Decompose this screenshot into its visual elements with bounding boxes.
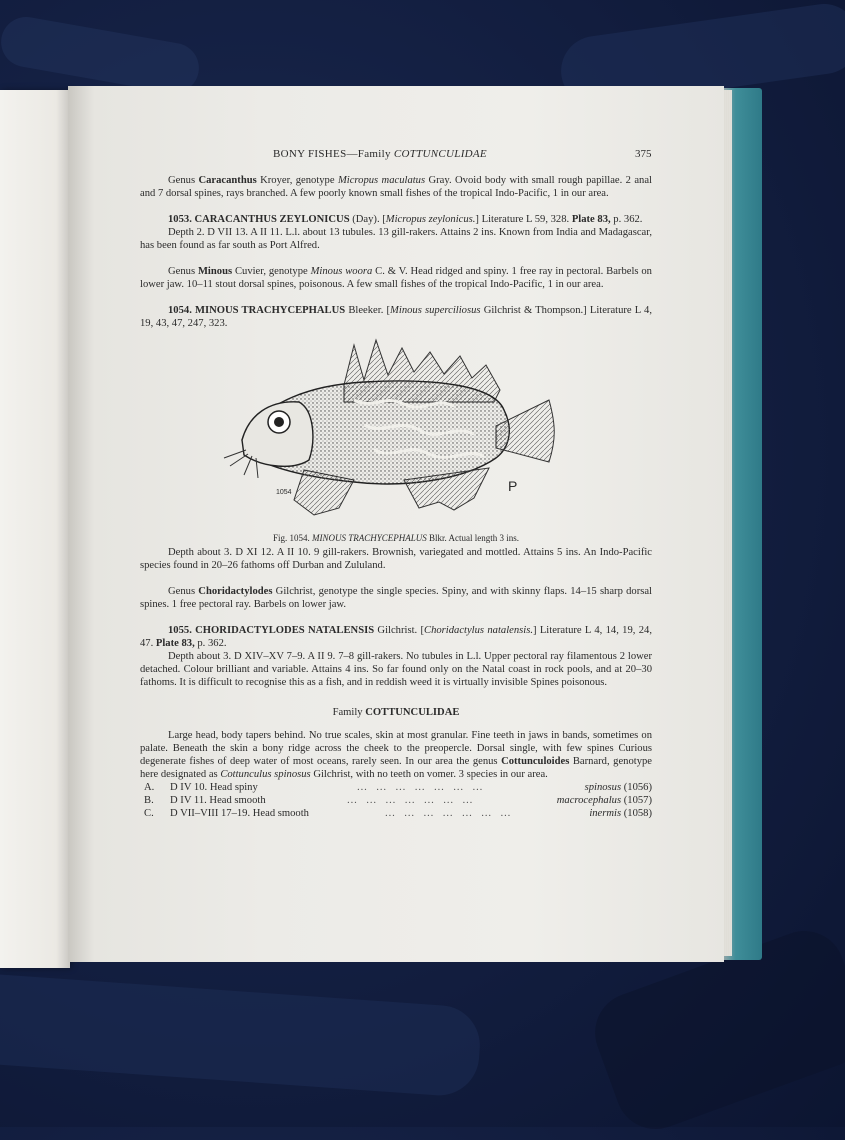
running-title: BONY FISHES—Family COTTUNCULIDAE bbox=[273, 148, 487, 160]
genus-caracanthus-paragraph: Genus Caracanthus Kroyer, genotype Micropus maculatus Gray. Ovoid body with small rough papillae. 2 anal and 7 dorsal spines, rays branched. A few poorly known small fishes of the tropical Indo-Pacific, 1 in our area. bbox=[140, 175, 652, 199]
page-header bbox=[68, 148, 724, 162]
species-1055-description: Depth about 3. D XIV–XV 7–9. A II 9. 7–8 gill-rakers. No tubules in L.l. Upper pectoral ray filamentous 2 lower detached. Colour brilliant and variable. Attains 4 ins. So far found only on the Natal coast in rock pools, and at 20–30 fathoms. It is difficult to recognise this as a fish, and in reddish weed it is virtually invisible Spines poisonous. bbox=[140, 651, 652, 688]
cloth-fold bbox=[0, 13, 203, 97]
species-1054-heading: 1054. MINOUS TRACHYCEPHALUS Bleeker. [Minous superciliosus Gilchrist & Thompson.] Literature L 4, 19, 43, 47, 247, 323. bbox=[140, 305, 652, 329]
key-row: B. D IV 11. Head smooth … … … … … … … macrocephalus (1057) bbox=[144, 795, 652, 806]
figure-caption: Fig. 1054. MINOUS TRACHYCEPHALUS Blkr. Actual length 3 ins. bbox=[272, 533, 520, 543]
left-page bbox=[0, 90, 70, 968]
page-number: 375 bbox=[635, 148, 652, 160]
family-heading: Family COTTUNCULIDAE bbox=[332, 707, 460, 718]
genus-choridactylodes-paragraph: Genus Choridactylodes Gilchrist, genotype the single species. Spiny, and with skinny flaps. 14–15 sharp dorsal spines. 1 free pectoral ray. Barbels on lower jaw. bbox=[140, 586, 652, 610]
fish-figure bbox=[140, 330, 652, 546]
figure-mark: P bbox=[508, 478, 518, 494]
species-1055-heading: 1055. CHORIDACTYLODES NATALENSIS Gilchrist. [Choridactylus natalensis.] Literature L 4, 14, 19, 24, 47. Plate 83, p. 362. bbox=[140, 625, 652, 649]
figure-number-label: 1054 bbox=[276, 489, 292, 496]
species-1053-description: Depth 2. D VII 13. A II 11. L.l. about 13 tubules. 13 gill-rakers. Attains 2 ins. Known from India and Madagascar, has been found as far south as Port Alfred. bbox=[140, 227, 652, 251]
page-body bbox=[140, 174, 652, 820]
cloth-fold bbox=[0, 972, 483, 1098]
species-1054-description: Depth about 3. D XI 12. A II 10. 9 gill-rakers. Brownish, variegated and mottled. Attains 5 ins. An Indo-Pacific species found in 20–26 fathoms off Durban and Zululand. bbox=[140, 547, 652, 571]
book-page bbox=[68, 86, 724, 962]
species-1053-heading: 1053. CARACANTHUS ZEYLONICUS (Day). [Micropus zeylonicus.] Literature L 59, 328. Plate 83, p. 362. bbox=[168, 214, 643, 225]
key-row: A. D IV 10. Head spiny … … … … … … … spinosus (1056) bbox=[144, 782, 652, 793]
family-description: Large head, body tapers behind. No true scales, skin at most granular. Fine teeth in jaws in bands, sometimes on palate. Beneath the skin a bony ridge across the cheek to the preopercle. Dorsal single, with few spines Curious degenerate fishes of deep water of most oceans, rarely seen. In our area the genus Cottunculoides Barnard, genotype here designated as Cottunculus spinosus Gilchrist, with no teeth on vomer. 3 species in our area. bbox=[140, 730, 652, 780]
genus-minous-paragraph: Genus Minous Cuvier, genotype Minous woora C. & V. Head ridged and spiny. 1 free ray in pectoral. Barbels on lower jaw. 10–11 stout dorsal spines, poisonous. A few small fishes of the tropical Indo-Pacific, 1 in our area. bbox=[140, 266, 652, 290]
key-row: C. D VII–VIII 17–19. Head smooth … … … … … … … inermis (1058) bbox=[144, 808, 652, 819]
species-key bbox=[140, 781, 652, 820]
